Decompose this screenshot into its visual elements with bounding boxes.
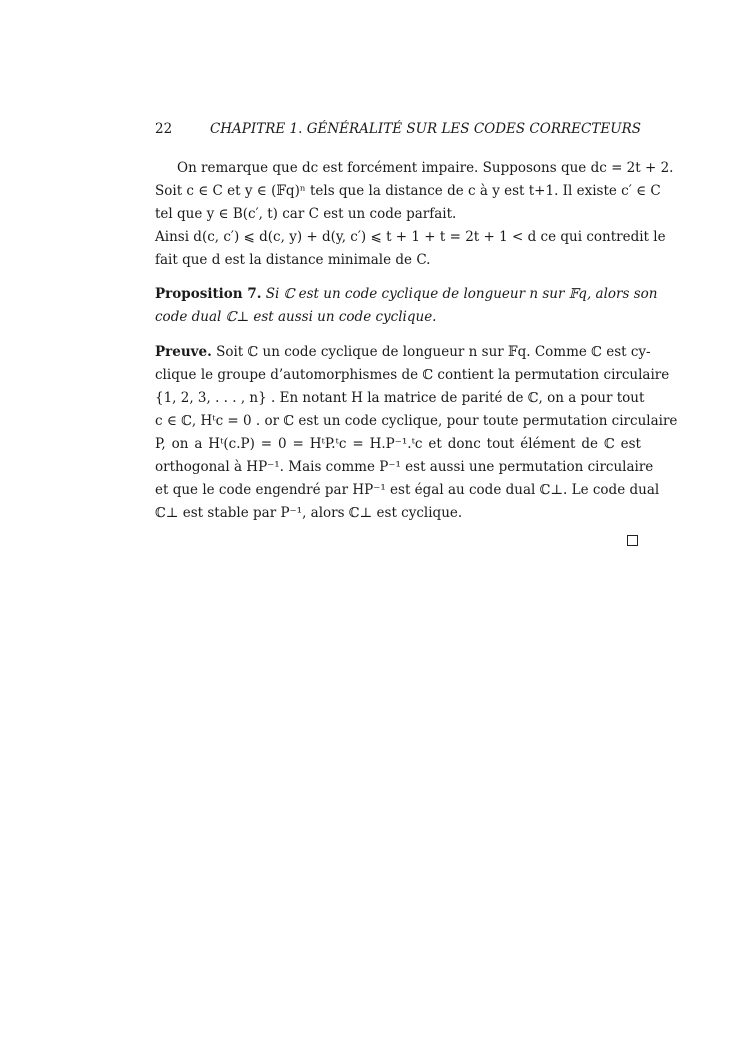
proof-text-1: Soit ℂ un code cyclique de longueur n sur 𝔽q. Comme ℂ est cy- xyxy=(216,344,651,360)
paragraph-1-line-5: fait que d est la distance minimale de C. xyxy=(155,252,431,268)
paragraph-1-line-4: Ainsi d(c, c′) ⩽ d(c, y) + d(y, c′) ⩽ t + 1 + t = 2t + 1 < d ce qui contredit le xyxy=(155,229,666,245)
proof-line-6: orthogonal à HP⁻¹. Mais comme P⁻¹ est aussi une permutation circulaire xyxy=(155,459,654,475)
proof-line-3: {1, 2, 3, . . . , n} . En notant H la matrice de parité de ℂ, on a pour tout xyxy=(155,390,645,406)
proof-line-4: c ∈ ℂ, Hᵗc = 0 . or ℂ est un code cyclique, pour toute permutation circulaire xyxy=(155,413,678,429)
proposition-line-1 xyxy=(155,284,658,304)
proof-line-7: et que le code engendré par HP⁻¹ est égal au code dual ℂ⊥. Le code dual xyxy=(155,482,660,498)
paragraph-1-line-3: tel que y ∈ B(c′, t) car C est un code parfait. xyxy=(155,206,457,222)
paragraph-1-line-2: Soit c ∈ C et y ∈ (𝔽q)ⁿ tels que la distance de c à y est t+1. Il existe c′ ∈ C xyxy=(155,183,661,199)
page-number: 22 xyxy=(155,121,173,137)
paragraph-1-line-1: On remarque que dc est forcément impaire. Supposons que dc = 2t + 2. xyxy=(177,160,674,176)
proof-line-1 xyxy=(155,342,651,362)
proof-label: Preuve. xyxy=(155,344,212,360)
proof-line-2: clique le groupe d’automorphismes de ℂ contient la permutation circulaire xyxy=(155,367,670,383)
proposition-text-1: Si ℂ est un code cyclique de longueur n sur 𝔽q, alors son xyxy=(265,286,658,302)
chapter-title: CHAPITRE 1. GÉNÉRALITÉ SUR LES CODES CORRECTEURS xyxy=(209,121,641,137)
proposition-line-2: code dual ℂ⊥ est aussi un code cyclique. xyxy=(155,309,437,325)
proposition-label: Proposition 7. xyxy=(155,286,262,302)
proof-line-5: P, on a Hᵗ(c.P) = 0 = HᵗP.ᵗc = H.P⁻¹.ᵗc et donc tout élément de ℂ est xyxy=(155,436,641,452)
proof-line-8: ℂ⊥ est stable par P⁻¹, alors ℂ⊥ est cyclique. xyxy=(155,505,463,521)
qed-square-icon xyxy=(627,535,638,546)
